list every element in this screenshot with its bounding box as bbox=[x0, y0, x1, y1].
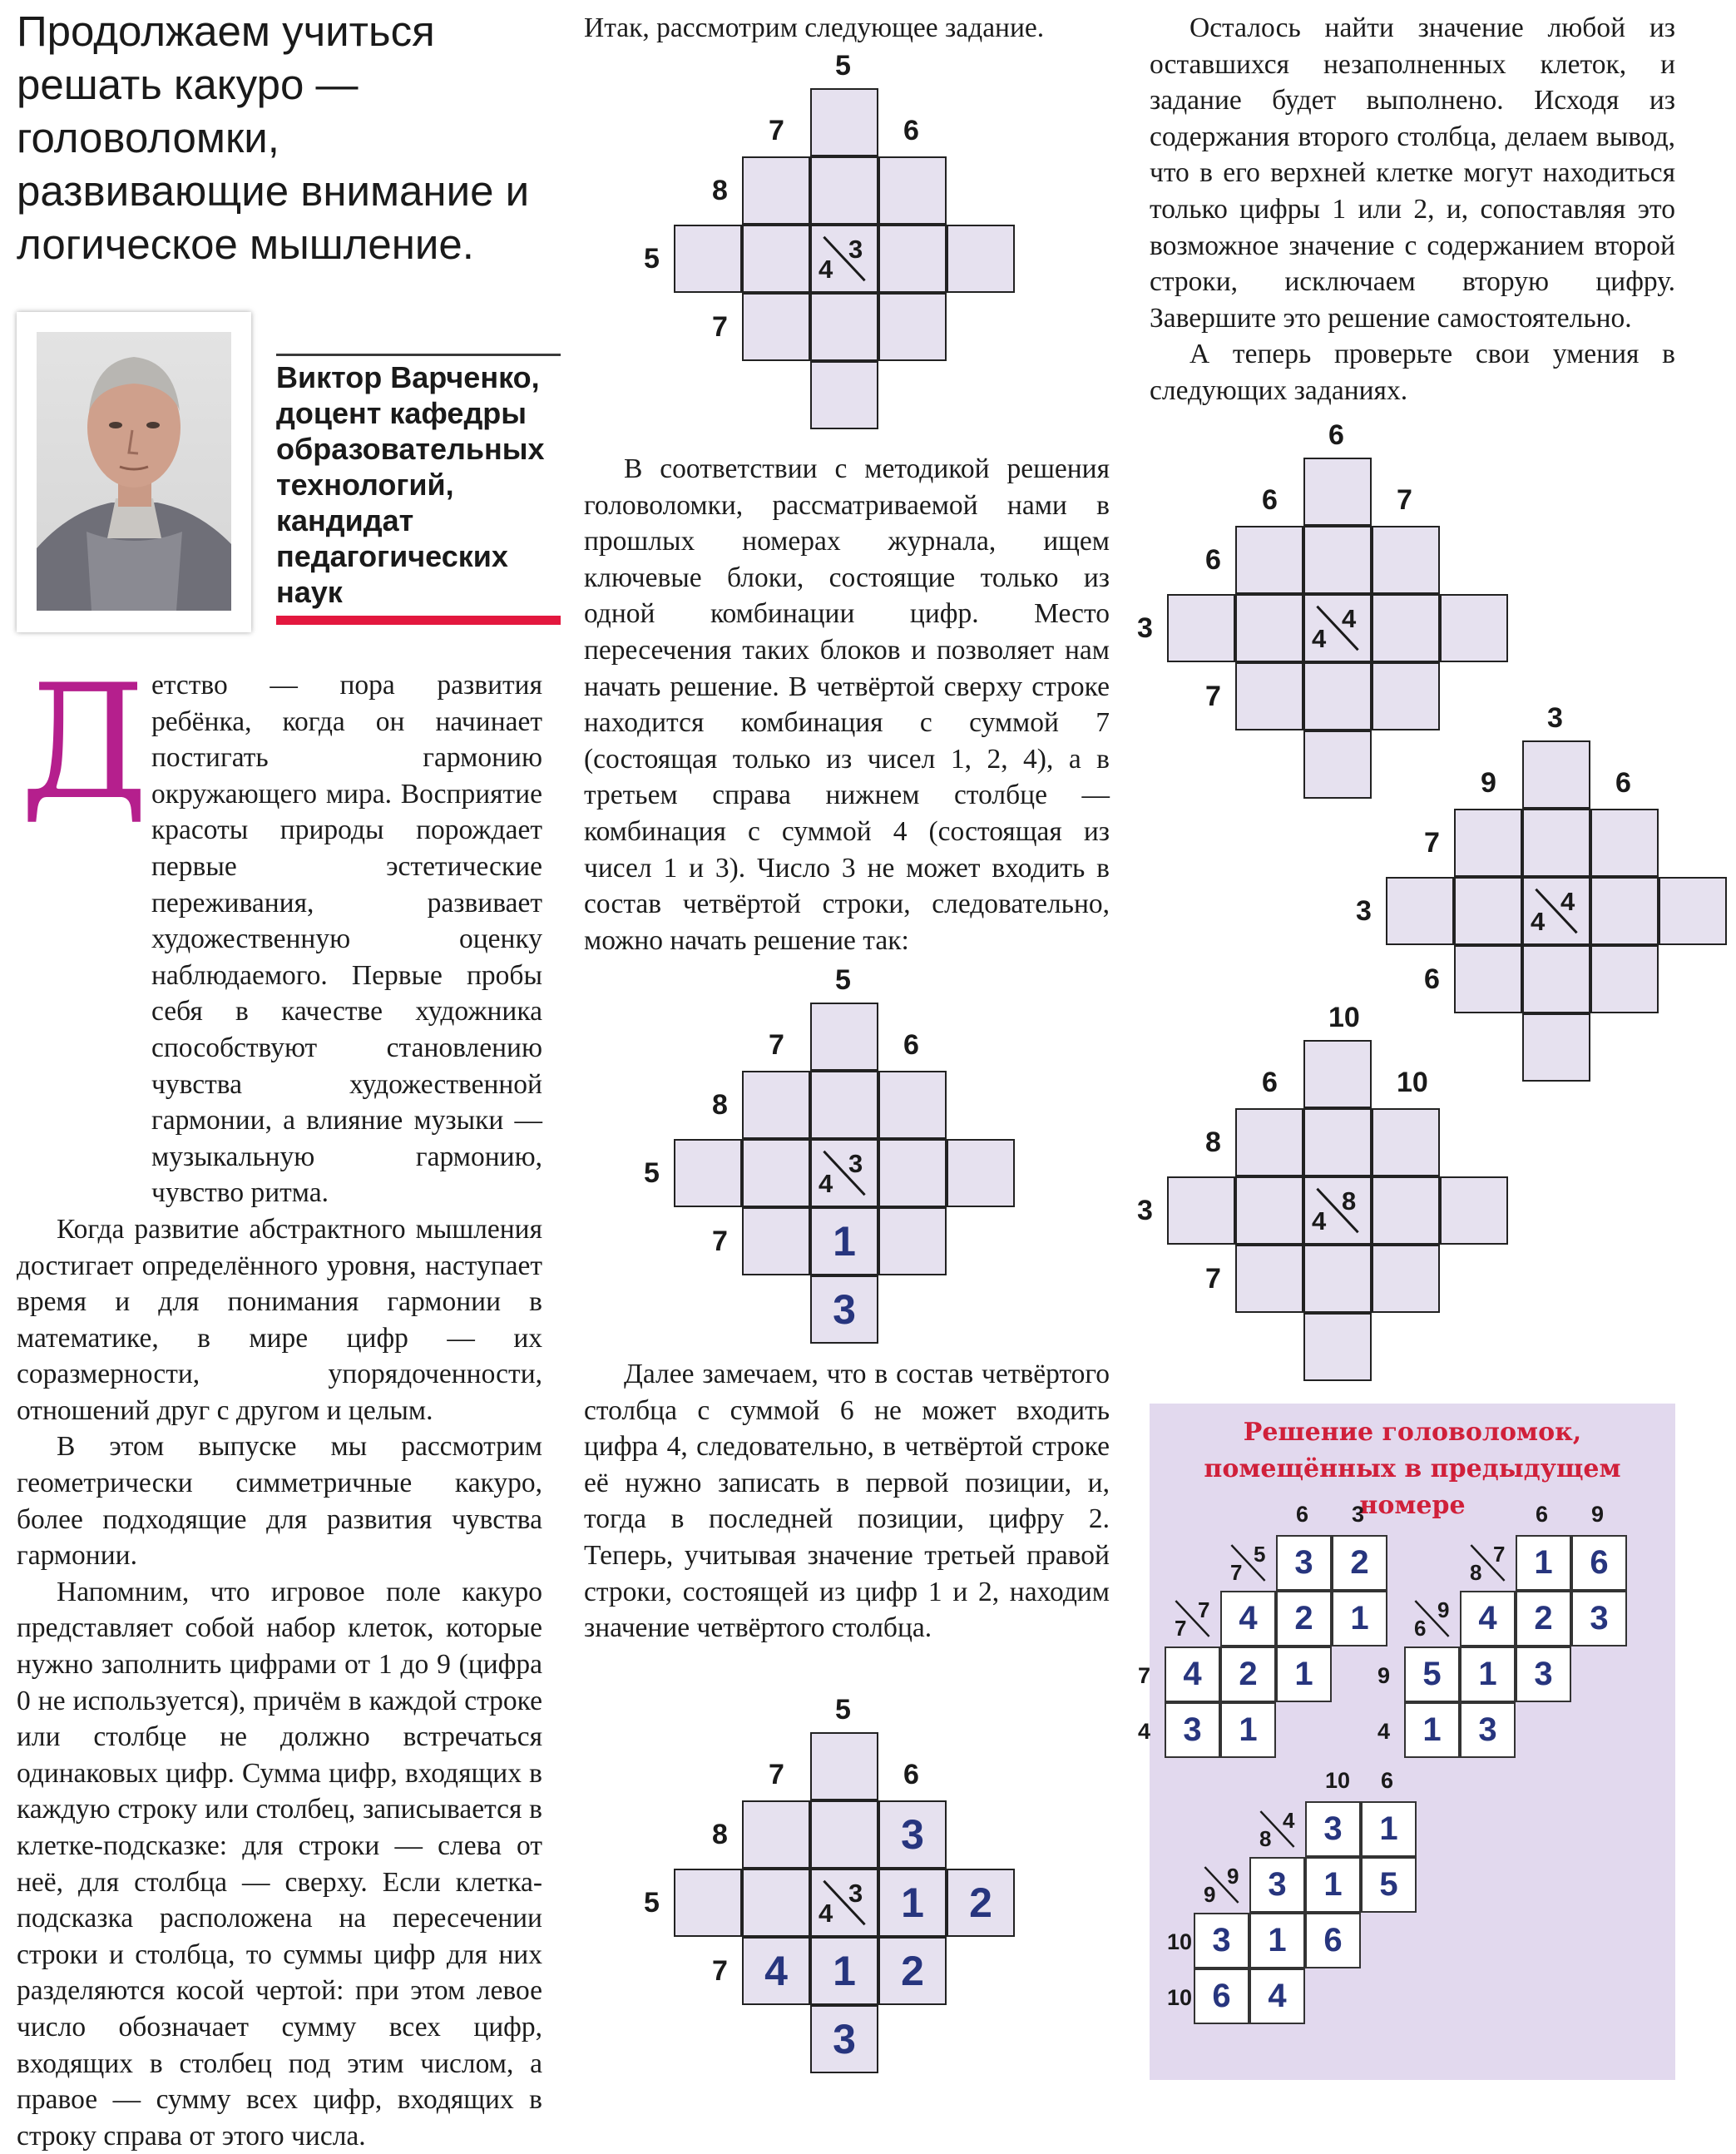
kakuro-cell bbox=[742, 156, 810, 225]
kakuro-cell bbox=[1454, 945, 1522, 1013]
diag-clue-right: 5 bbox=[1254, 1542, 1266, 1567]
diag-clue-left: 7 bbox=[1230, 1560, 1243, 1585]
author-rule-top bbox=[276, 354, 561, 356]
diag-clue-right: 9 bbox=[1437, 1597, 1450, 1622]
kakuro-cell bbox=[742, 1869, 810, 1937]
cell-value: 1 bbox=[833, 1948, 856, 1994]
kakuro-cell bbox=[742, 1800, 810, 1869]
row-clue-4: 7 bbox=[712, 1955, 728, 1987]
diag-clue-left: 4 bbox=[819, 1899, 833, 1928]
kakuro-diagonal-clue bbox=[810, 225, 878, 293]
row-clue-2: 7 bbox=[1424, 827, 1440, 859]
diag-clue-right: 3 bbox=[848, 1879, 863, 1908]
row-clue-2: 8 bbox=[712, 175, 728, 206]
solution-value: 6 bbox=[1323, 1922, 1343, 1958]
kakuro-diagonal-clue bbox=[810, 1139, 878, 1207]
cell-value: 1 bbox=[901, 1879, 924, 1926]
diag-clue-left: 8 bbox=[1470, 1560, 1482, 1585]
solution-value: 5 bbox=[1379, 1866, 1398, 1903]
kakuro-cell bbox=[1522, 740, 1590, 809]
diag-clue-right: 4 bbox=[1283, 1808, 1295, 1833]
paragraph: етство — пора развития ребёнка, когда он начинает постигать гармонию окружающего мира. Восприятие красоты природы порождает первые эстетические переживания, развивает художественную оценку наблюдаемого. Первые пробы себя в качестве художника способствуют становлению чувства художественной гармонии, а влияние музыки — музыкальную гармонию, чувство ритма. bbox=[151, 670, 542, 1209]
cell-value: 3 bbox=[901, 1811, 924, 1858]
column-clue-right: 7 bbox=[1397, 484, 1412, 516]
kakuro-cell bbox=[1454, 809, 1522, 877]
column-clue-top: 5 bbox=[835, 50, 851, 82]
row-clue-4: 6 bbox=[1424, 963, 1440, 995]
kakuro-cell bbox=[878, 1207, 947, 1275]
solution-value: 1 bbox=[1422, 1711, 1442, 1748]
kakuro-cell bbox=[1303, 1313, 1372, 1381]
solution-diagonal-clue bbox=[1165, 1591, 1220, 1646]
kakuro-cell bbox=[810, 293, 878, 361]
kakuro-cell bbox=[1303, 526, 1372, 594]
kakuro-cell bbox=[1454, 877, 1522, 945]
kakuro-cell bbox=[1235, 1108, 1303, 1176]
row-clue-2: 8 bbox=[712, 1089, 728, 1121]
paragraph: А теперь проверьте свои умения в следующих заданиях. bbox=[1150, 339, 1675, 406]
diag-clue-right: 7 bbox=[1198, 1597, 1210, 1622]
diag-clue-left: 4 bbox=[1531, 907, 1546, 936]
column-clue-left: 6 bbox=[1262, 484, 1278, 516]
solution-diagonal-clue bbox=[1404, 1591, 1460, 1646]
cell-value: 3 bbox=[833, 1286, 856, 1333]
kakuro-cell bbox=[1303, 662, 1372, 730]
solution-diagonal-clue bbox=[1220, 1535, 1276, 1591]
cell-value: 2 bbox=[901, 1948, 924, 1994]
kakuro-diagonal-clue bbox=[810, 1869, 878, 1937]
solution-diagonal-clue bbox=[1194, 1857, 1249, 1913]
solution-column-clue: 6 bbox=[1296, 1502, 1309, 1527]
row-clue-2: 8 bbox=[712, 1819, 728, 1850]
kakuro-cell bbox=[1372, 1245, 1440, 1313]
kakuro-cell bbox=[1235, 662, 1303, 730]
solution-diagonal-clue bbox=[1249, 1801, 1305, 1857]
column-clue-right: 6 bbox=[903, 115, 919, 146]
diag-clue-left: 4 bbox=[1312, 1206, 1327, 1235]
solutions-title: Решение головоломок, помещённых в предыдущем номере bbox=[1204, 1418, 1621, 1520]
solution-value: 1 bbox=[1268, 1922, 1287, 1958]
diag-clue-left: 7 bbox=[1175, 1616, 1187, 1641]
solution-value: 3 bbox=[1183, 1711, 1202, 1748]
diag-clue-left: 4 bbox=[819, 1169, 833, 1198]
kakuro-cell bbox=[810, 1732, 878, 1800]
kakuro-cell bbox=[1386, 877, 1454, 945]
diag-clue-left: 8 bbox=[1259, 1826, 1272, 1851]
column-clue-right: 10 bbox=[1397, 1067, 1428, 1098]
kakuro-cell bbox=[1372, 1176, 1440, 1245]
kakuro-cell bbox=[878, 1139, 947, 1207]
solution-row-clue: 4 bbox=[1138, 1719, 1151, 1744]
diag-clue-right: 7 bbox=[1493, 1542, 1506, 1567]
kakuro-cell bbox=[1440, 594, 1508, 662]
column-clue-top: 6 bbox=[1328, 419, 1344, 451]
kakuro-cell bbox=[1303, 1040, 1372, 1108]
column-2-intro bbox=[584, 10, 1113, 47]
solution-value: 1 bbox=[1478, 1656, 1497, 1692]
kakuro-cell bbox=[1303, 458, 1372, 526]
kakuro-cell bbox=[1590, 809, 1659, 877]
paragraph: Когда развитие абстрактного мышления достигает определённого уровня, наступает время и для понимания гармонии в математике, в мире цифр — их соразмерности, упорядоченности, отношений друг с другом и целым. bbox=[17, 1213, 542, 1426]
paragraph: Осталось найти значение любой из оставшихся незаполненных клеток, и задание будет выполнено. Исходя из содержания второго столбца, делаем вывод, что в его верхней клетке могут находиться только цифры 1 или 2, и, сопоставляя это возможное значение с содержанием второй строки, исключаем вторую цифру. Завершите это решение самостоятельно. bbox=[1150, 12, 1675, 334]
column-1-text bbox=[17, 667, 542, 2154]
diag-clue-right: 4 bbox=[1560, 887, 1575, 916]
row-clue-3: 3 bbox=[1137, 612, 1153, 644]
kakuro-cell bbox=[1440, 1176, 1508, 1245]
column-clue-left: 9 bbox=[1481, 767, 1496, 799]
kakuro-cell bbox=[1303, 1245, 1372, 1313]
solution-value: 3 bbox=[1323, 1810, 1343, 1847]
column-clue-left: 7 bbox=[769, 1759, 784, 1790]
row-clue-2: 8 bbox=[1205, 1127, 1221, 1158]
kakuro-cell bbox=[742, 225, 810, 293]
paragraph: Напомним, что игровое поле какуро представляет собой набор клеток, которые нужно заполнить цифрами от 1 до 9 (цифра 0 не используется), причём в каждой строке или столбце не должно встречаться одинаковых цифр. Сумма цифр, входящих в каждую строку или столбец, записывается в клетке-подсказке: для строки — слева от неё, для столбца — сверху. Если клетка-подсказка расположена на пересечении строки и столбца, то суммы цифр для них разделяются косой чертой: при этом левое число обозначает сумму всех цифр, входящих в столбец под этим числом, а правое — сумму всех цифр, входящих в строку справа от этого числа. bbox=[17, 1576, 542, 2152]
kakuro-cell bbox=[810, 88, 878, 156]
solution-value: 1 bbox=[1239, 1711, 1258, 1748]
row-clue-3: 5 bbox=[644, 243, 660, 275]
kakuro-cell bbox=[947, 225, 1015, 293]
solution-value: 1 bbox=[1379, 1810, 1398, 1847]
row-clue-4: 7 bbox=[1205, 681, 1221, 712]
solution-diagonal-clue bbox=[1460, 1535, 1516, 1591]
solution-row-clue: 10 bbox=[1167, 1929, 1193, 1954]
kakuro-cell bbox=[878, 293, 947, 361]
kakuro-cell bbox=[1235, 594, 1303, 662]
diag-clue-right: 4 bbox=[1342, 604, 1357, 633]
diag-clue-left: 9 bbox=[1204, 1882, 1216, 1907]
solution-value: 3 bbox=[1590, 1600, 1609, 1637]
column-clue-right: 6 bbox=[903, 1759, 919, 1790]
row-clue-4: 7 bbox=[1205, 1263, 1221, 1295]
solution-column-clue: 9 bbox=[1591, 1502, 1605, 1527]
diag-clue-right: 9 bbox=[1227, 1864, 1239, 1889]
cell-value: 3 bbox=[833, 2016, 856, 2062]
kakuro-cell bbox=[674, 225, 742, 293]
kakuro-cell bbox=[1235, 1245, 1303, 1313]
dropcap: Д bbox=[20, 651, 149, 834]
column-clue-top: 5 bbox=[835, 1694, 851, 1726]
paragraph: В соответствии с методикой решения головоломки, рассматриваемой нами в прошлых номерах журнала, ищем ключевые блоки, состоящие только из одной комбинации цифр. Место пересечения таких блоков и позволяет нам начать решение. В четвёртой сверху строке находится комбинация с суммой 7 (состоящая только из чисел 1, 2, 4), а в третьем справа нижнем столбце — комбинация с суммой 4 (состоящая из чисел 1 и 3). Число 3 не может входить в состав четвёртой строки, следовательно, можно начать решение так: bbox=[584, 453, 1110, 956]
column-clue-right: 6 bbox=[903, 1029, 919, 1061]
kakuro-cell bbox=[810, 156, 878, 225]
paragraph: Итак, рассмотрим следующее задание. bbox=[584, 12, 1045, 43]
column-clue-top: 3 bbox=[1547, 702, 1563, 734]
kakuro-cell bbox=[810, 1800, 878, 1869]
solution-value: 4 bbox=[1268, 1978, 1287, 2014]
kakuro-cell bbox=[1167, 594, 1235, 662]
solution-row-clue: 7 bbox=[1138, 1663, 1151, 1688]
kakuro-cell bbox=[810, 1071, 878, 1139]
solution-value: 3 bbox=[1294, 1544, 1313, 1581]
solution-value: 4 bbox=[1239, 1600, 1258, 1637]
kakuro-cell bbox=[1522, 945, 1590, 1013]
kakuro-cell bbox=[1235, 1176, 1303, 1245]
diag-clue-left: 6 bbox=[1414, 1616, 1427, 1641]
kakuro-cell bbox=[674, 1869, 742, 1937]
author-title: доцент кафедры образовательных технологий, кандидат педагогических наук bbox=[276, 396, 545, 609]
solution-value: 6 bbox=[1590, 1544, 1609, 1581]
solution-value: 3 bbox=[1212, 1922, 1231, 1958]
solution-value: 3 bbox=[1534, 1656, 1553, 1692]
kakuro-cell bbox=[1522, 809, 1590, 877]
diag-clue-right: 3 bbox=[848, 235, 863, 264]
solution-value: 6 bbox=[1212, 1978, 1231, 2014]
solution-row-clue: 9 bbox=[1377, 1663, 1391, 1688]
kakuro-cell bbox=[878, 156, 947, 225]
kakuro-cell bbox=[674, 1139, 742, 1207]
kakuro-cell bbox=[1372, 594, 1440, 662]
author-byline bbox=[276, 359, 563, 610]
row-clue-4: 7 bbox=[712, 311, 728, 343]
kakuro-cell bbox=[1590, 945, 1659, 1013]
cell-value: 4 bbox=[764, 1948, 788, 1994]
kakuro-cell bbox=[1167, 1176, 1235, 1245]
diag-clue-left: 4 bbox=[1312, 624, 1327, 653]
author-photo-frame bbox=[17, 312, 251, 632]
cell-value: 2 bbox=[969, 1879, 992, 1926]
row-clue-3: 3 bbox=[1356, 895, 1372, 927]
headline: Продолжаем учиться решать какуро — головоломки, развивающие внимание и логическое мышление. bbox=[17, 7, 530, 268]
kakuro-diagonal-clue bbox=[1303, 594, 1372, 662]
solution-value: 2 bbox=[1350, 1544, 1369, 1581]
cell-value: 1 bbox=[833, 1218, 856, 1265]
kakuro-cell bbox=[742, 1139, 810, 1207]
row-clue-2: 6 bbox=[1205, 544, 1221, 576]
solution-value: 1 bbox=[1323, 1866, 1343, 1903]
solution-value: 1 bbox=[1350, 1600, 1369, 1637]
solution-value: 3 bbox=[1478, 1711, 1497, 1748]
kakuro-cell bbox=[742, 1207, 810, 1275]
diag-clue-right: 8 bbox=[1342, 1186, 1357, 1216]
kakuro-cell bbox=[1372, 662, 1440, 730]
kakuro-diagonal-clue bbox=[1303, 1176, 1372, 1245]
column-2-text-a bbox=[584, 451, 1110, 958]
column-3-text bbox=[1150, 10, 1675, 409]
solution-column-clue: 3 bbox=[1352, 1502, 1365, 1527]
column-clue-top: 5 bbox=[835, 964, 851, 996]
solution-value: 3 bbox=[1268, 1866, 1287, 1903]
kakuro-cell bbox=[1659, 877, 1727, 945]
kakuro-cell bbox=[810, 1003, 878, 1071]
column-clue-left: 6 bbox=[1262, 1067, 1278, 1098]
diag-clue-left: 4 bbox=[819, 255, 833, 284]
author-name: Виктор Варченко, bbox=[276, 360, 540, 394]
solution-value: 4 bbox=[1478, 1600, 1497, 1637]
kakuro-cell bbox=[742, 293, 810, 361]
solution-value: 2 bbox=[1534, 1600, 1553, 1637]
row-clue-3: 5 bbox=[644, 1887, 660, 1919]
solution-column-clue: 10 bbox=[1325, 1768, 1351, 1793]
row-clue-3: 3 bbox=[1137, 1195, 1153, 1226]
kakuro-cell bbox=[1303, 730, 1372, 799]
column-clue-left: 7 bbox=[769, 115, 784, 146]
author-photo bbox=[37, 332, 231, 611]
solution-row-clue: 4 bbox=[1377, 1719, 1391, 1744]
paragraph: В этом выпуске мы рассмотрим геометрически симметричные какуро, более подходящие для развития чувства гармонии. bbox=[17, 1431, 542, 1572]
column-clue-right: 6 bbox=[1615, 767, 1631, 799]
kakuro-diagonal-clue bbox=[1522, 877, 1590, 945]
diag-clue-right: 3 bbox=[848, 1149, 863, 1178]
solution-value: 4 bbox=[1183, 1656, 1202, 1692]
solution-value: 5 bbox=[1422, 1656, 1442, 1692]
kakuro-cell bbox=[1372, 1108, 1440, 1176]
solution-column-clue: 6 bbox=[1381, 1768, 1394, 1793]
kakuro-cell bbox=[1372, 526, 1440, 594]
solution-column-clue: 6 bbox=[1536, 1502, 1549, 1527]
column-clue-top: 10 bbox=[1328, 1002, 1360, 1033]
solution-value: 2 bbox=[1294, 1600, 1313, 1637]
kakuro-cell bbox=[947, 1139, 1015, 1207]
kakuro-cell bbox=[1522, 1013, 1590, 1082]
kakuro-cell bbox=[1590, 877, 1659, 945]
author-rule-accent bbox=[276, 616, 561, 625]
column-2-text-b bbox=[584, 1356, 1110, 1646]
row-clue-3: 5 bbox=[644, 1157, 660, 1189]
kakuro-cell bbox=[810, 361, 878, 429]
kakuro-cell bbox=[742, 1071, 810, 1139]
solution-value: 1 bbox=[1294, 1656, 1313, 1692]
kakuro-cell bbox=[878, 225, 947, 293]
solution-value: 2 bbox=[1239, 1656, 1258, 1692]
column-clue-left: 7 bbox=[769, 1029, 784, 1061]
kakuro-cell bbox=[1303, 1108, 1372, 1176]
kakuro-cell bbox=[878, 1071, 947, 1139]
solution-row-clue: 10 bbox=[1167, 1985, 1193, 2010]
kakuro-cell bbox=[1235, 526, 1303, 594]
solution-value: 1 bbox=[1534, 1544, 1553, 1581]
paragraph: Далее замечаем, что в состав четвёртого столбца с суммой 6 не может входить цифра 4, следовательно, в четвёртой строке её нужно записать в первой позиции, и, тогда в последней позиции, цифру 2. Теперь, учитывая значение третьей правой строки, состоящей из цифр 1 и 2, находим значение четвёртого столбца. bbox=[584, 1359, 1110, 1644]
row-clue-4: 7 bbox=[712, 1226, 728, 1257]
